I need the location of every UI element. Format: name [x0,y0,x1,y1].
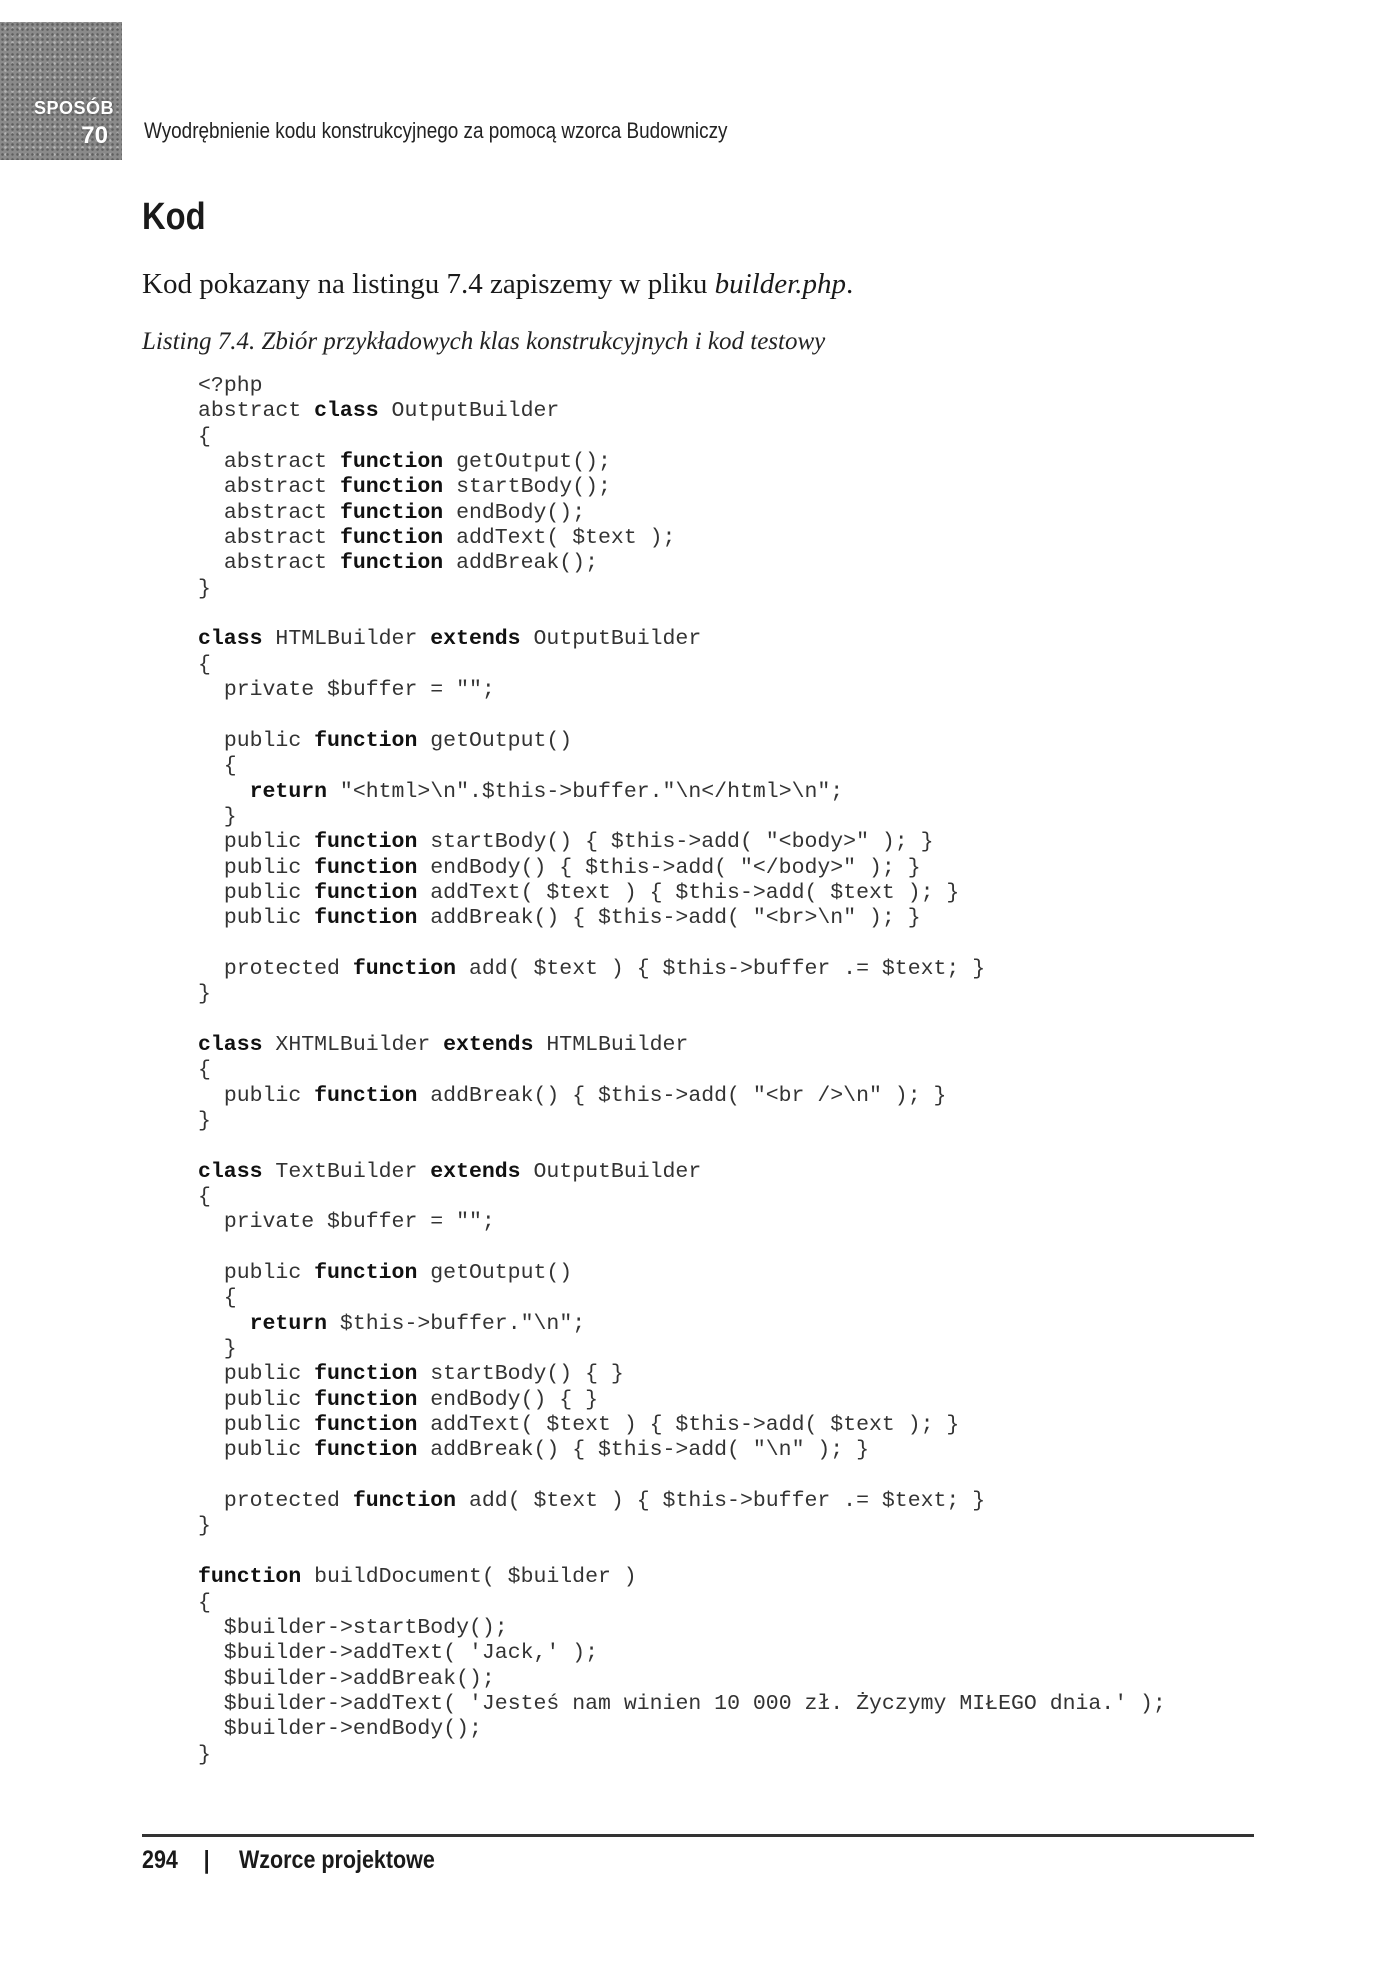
code-line: return "<html>\n".$this->buffer."\n</html>\n"; [249,779,844,804]
code-line: protected function add( $text ) { $this->buffer .= $text; } [223,1489,986,1514]
code-line: } [198,1108,211,1133]
code-line: $builder->startBody(); [198,1615,508,1640]
book-title: Wzorce projektowe [238,1846,435,1874]
code-line: } [198,982,211,1007]
intro-paragraph [142,268,853,301]
code-line: private $buffer = ""; [223,1210,495,1235]
code-line: <?php [198,374,263,398]
code-line: public function getOutput() [223,1261,573,1286]
code-line: public function endBody() { } [223,1387,599,1412]
code-line: abstract function endBody(); [223,500,586,525]
code-line: abstract function startBody(); [223,475,611,500]
code-line: $builder->addText( 'Jack,' ); [198,1641,599,1666]
code-line: } [198,1337,237,1362]
page-number: 294 [142,1846,178,1874]
code-line: public function startBody() { } [223,1362,624,1387]
code-line: public function addBreak() { $this->add( "<br />\n" ); } [223,1083,947,1108]
code-line: { [198,754,237,779]
code-line: public function addBreak() { $this->add( "<br>\n" ); } [223,906,921,931]
code-line: { [198,652,211,677]
code-line: $builder->addText( 'Jesteś nam winien 10 000 zł. Życzymy MIŁEGO dnia.' ); [198,1691,1166,1716]
code-line: $builder->endBody(); [198,1717,482,1742]
code-line [198,1464,1166,1489]
code-line: public function addBreak() { $this->add( "\n" ); } [223,1438,869,1463]
code-line: abstract function addText( $text ); [223,526,676,551]
code-line: { [198,424,211,449]
footer-rule [142,1834,1254,1837]
code-line: class TextBuilder extends OutputBuilder [198,1159,702,1184]
code-line: public function addText( $text ) { $this->add( $text ); } [223,1413,960,1438]
code-line: class XHTMLBuilder extends HTMLBuilder [198,1032,689,1057]
code-line: public function startBody() { $this->add( "<body>" ); } [223,830,934,855]
code-line: return $this->buffer."\n"; [249,1311,586,1336]
code-line: function buildDocument( $builder ) [198,1565,637,1590]
code-line [198,703,1166,728]
code-line: class HTMLBuilder extends OutputBuilder [198,627,702,652]
code-line: { [198,1286,237,1311]
badge-number: 70 [81,122,108,149]
code-line: public function addText( $text ) { $this->add( $text ); } [223,880,960,905]
intro-text-before: Kod pokazany na listingu 7.4 zapiszemy w pliku [142,268,715,300]
code-line [198,602,1166,627]
code-line: protected function add( $text ) { $this->buffer .= $text; } [223,956,986,981]
code-listing [198,374,1166,1768]
intro-filename: builder.php [714,268,846,300]
code-line: public function getOutput() [223,728,573,753]
running-head: Wyodrębnienie kodu konstrukcyjnego za pomocą wzorca Budowniczy [144,118,728,143]
code-line [198,1008,1166,1033]
code-line: $builder->addBreak(); [198,1666,495,1691]
badge-label: SPOSÓB [33,98,114,118]
code-line: } [198,576,211,601]
code-line: } [198,1742,211,1767]
code-line [198,1134,1166,1159]
section-title: Kod [142,196,206,238]
code-line: public function endBody() { $this->add( "</body>" ); } [223,855,921,880]
footer-separator: | [203,1846,210,1874]
code-line: { [198,1185,211,1209]
intro-text-after: . [845,268,854,300]
code-line: } [198,1514,211,1539]
code-line: { [198,1058,211,1083]
code-line: abstract function getOutput(); [223,450,611,475]
listing-caption: Listing 7.4. Zbiór przykładowych klas konstrukcyjnych i kod testowy [142,328,826,355]
code-line: abstract function addBreak(); [223,551,598,576]
code-line: private $buffer = ""; [223,678,495,703]
code-line: { [198,1590,211,1615]
code-line [198,1236,1166,1261]
code-line: abstract class OutputBuilder [198,399,560,424]
code-line [198,1540,1166,1565]
code-line [198,932,1166,957]
code-line: } [198,804,237,829]
chapter-badge [0,22,122,160]
page-footer [142,1846,435,1875]
